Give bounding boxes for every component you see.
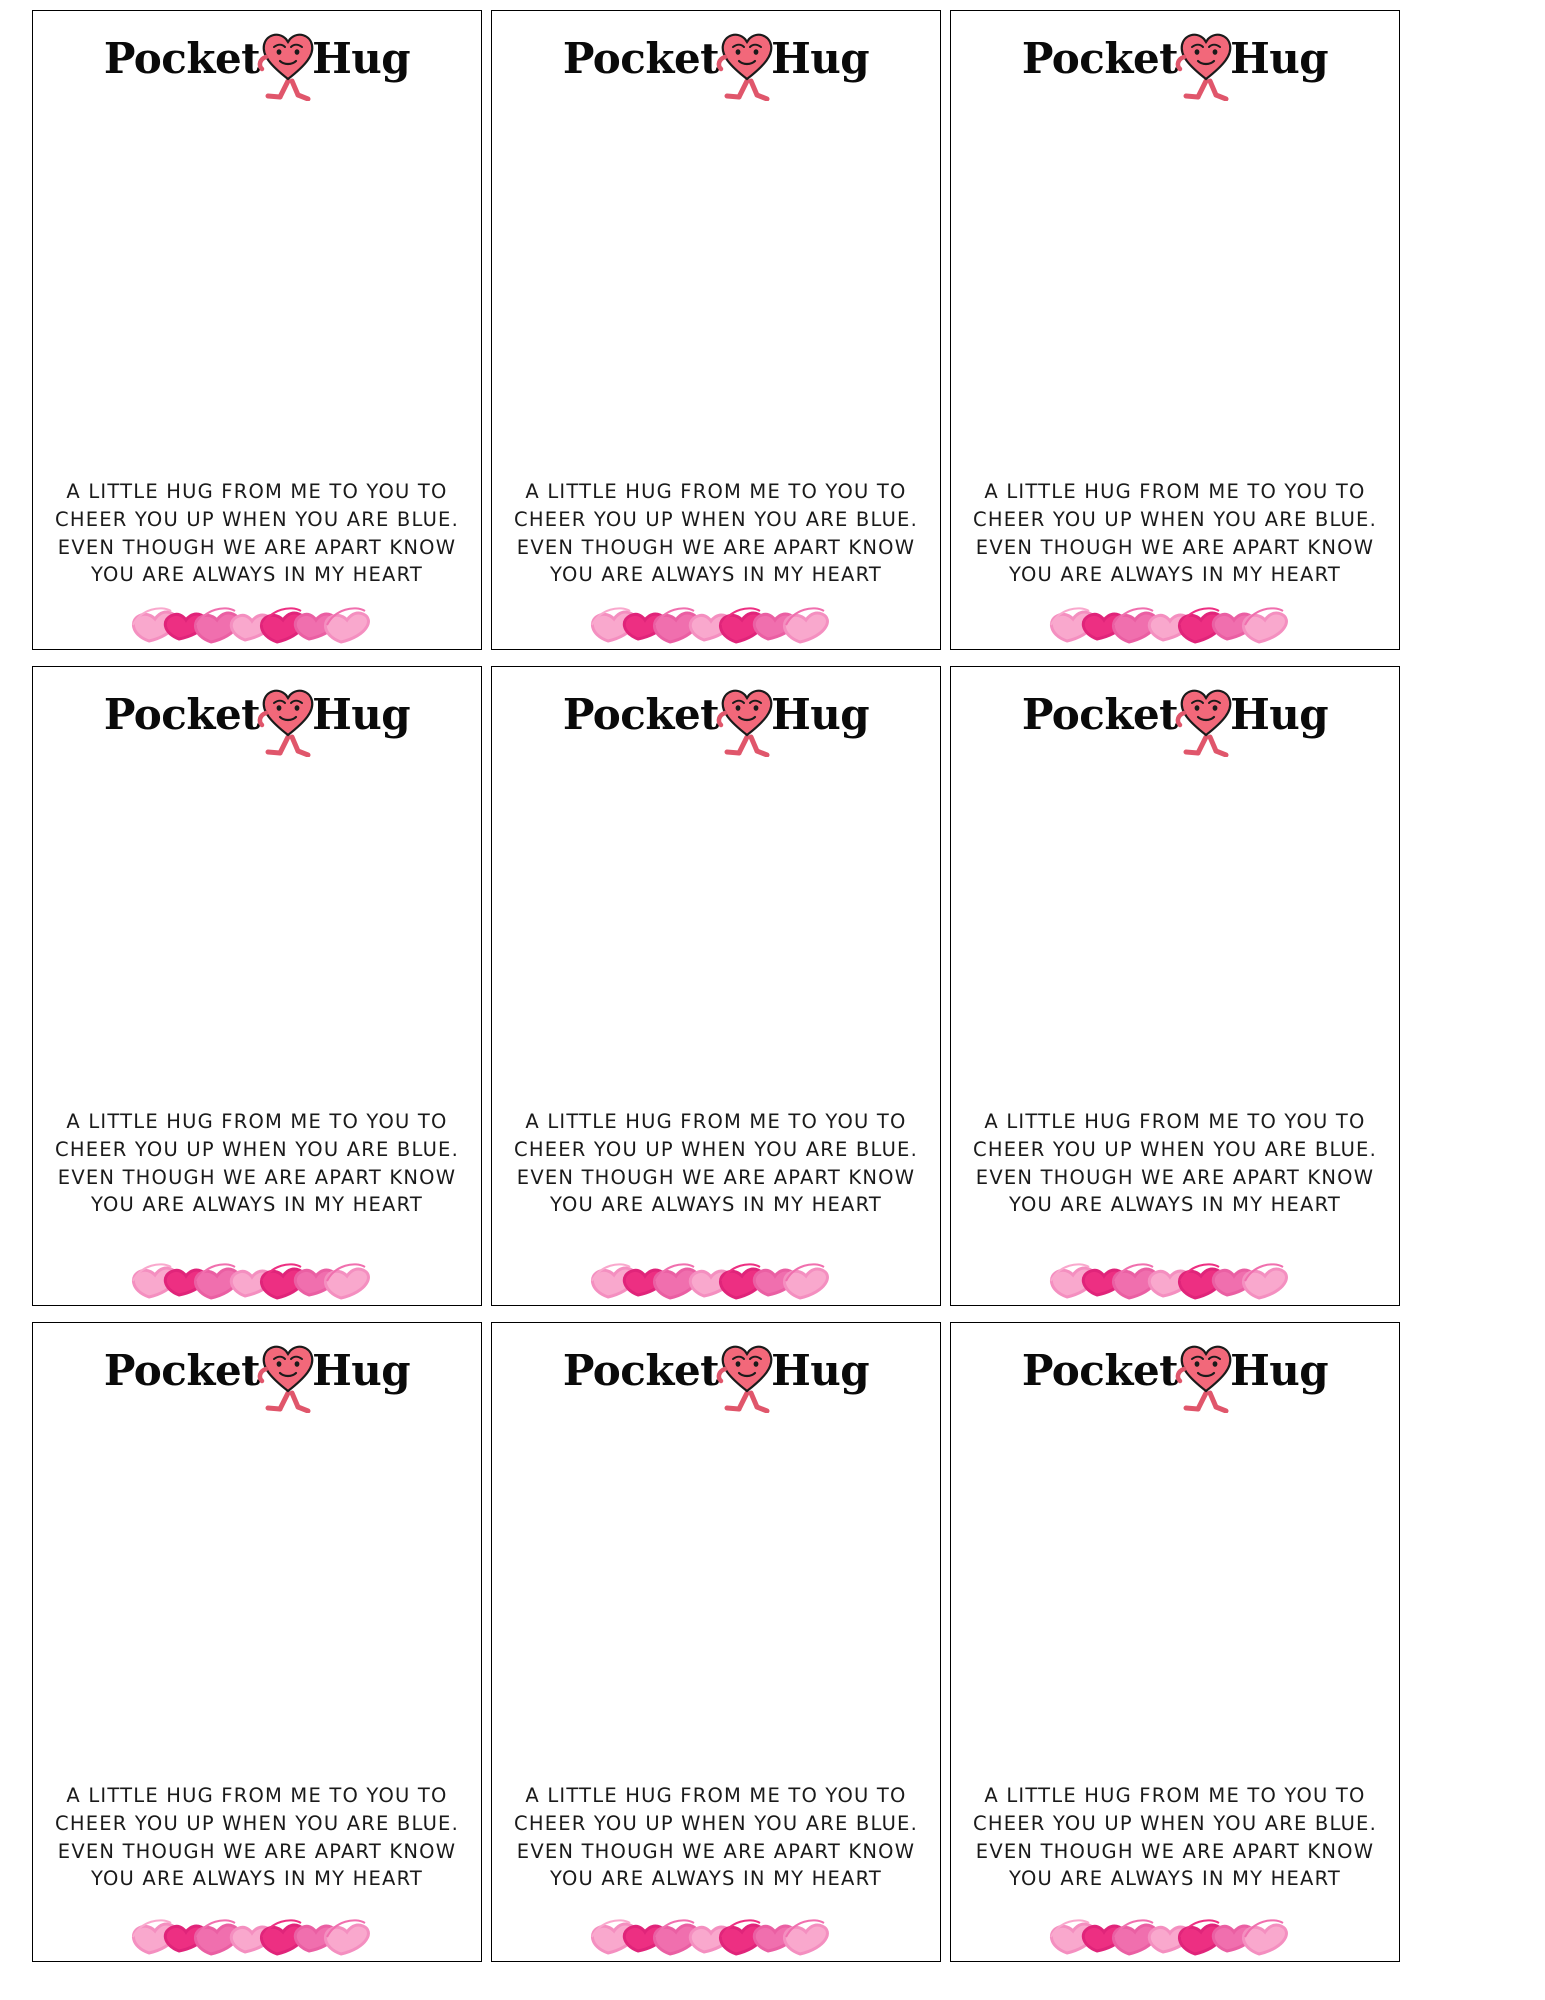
card-spacer: [492, 1413, 940, 1782]
pocket-hug-card: [950, 10, 1400, 650]
card-spacer: [951, 101, 1399, 478]
logo-text-hug: Hug: [312, 34, 411, 83]
logo-text-hug: Hug: [771, 34, 870, 83]
pocket-hug-card: [950, 1322, 1400, 1962]
card-logo: [951, 17, 1399, 101]
pocket-hug-card: [32, 1322, 482, 1962]
card-logo: [492, 1329, 940, 1413]
card-spacer: [951, 757, 1399, 1108]
walking-heart-icon: [709, 1329, 785, 1413]
card-logo: [33, 673, 481, 757]
pocket-hug-card: [950, 666, 1400, 1306]
logo-text-pocket: Pocket: [103, 690, 261, 739]
walking-heart-icon: [709, 17, 785, 101]
card-spacer: [951, 1413, 1399, 1782]
walking-heart-icon: [250, 1329, 326, 1413]
hearts-border-icon: [33, 1247, 481, 1305]
pocket-hug-card: [491, 666, 941, 1306]
card-message: A LITTLE HUG FROM ME TO YOU TO CHEER YOU UP WHEN YOU ARE BLUE. EVEN THOUGH WE ARE APART KNOW YOU ARE ALWAYS IN MY HEART: [55, 1784, 459, 1891]
hearts-border-icon: [951, 591, 1399, 649]
card-logo: [492, 673, 940, 757]
logo-text-pocket: Pocket: [1021, 1346, 1179, 1395]
card-message: A LITTLE HUG FROM ME TO YOU TO CHEER YOU UP WHEN YOU ARE BLUE. EVEN THOUGH WE ARE APART KNOW YOU ARE ALWAYS IN MY HEART: [55, 480, 459, 587]
card-logo: [492, 17, 940, 101]
hearts-border-icon: [492, 591, 940, 649]
logo-text-pocket: Pocket: [562, 34, 720, 83]
card-message: A LITTLE HUG FROM ME TO YOU TO CHEER YOU UP WHEN YOU ARE BLUE. EVEN THOUGH WE ARE APART KNOW YOU ARE ALWAYS IN MY HEART: [973, 1110, 1377, 1217]
logo-text-hug: Hug: [312, 1346, 411, 1395]
walking-heart-icon: [1168, 1329, 1244, 1413]
logo-text-hug: Hug: [771, 1346, 870, 1395]
card-spacer: [33, 1413, 481, 1782]
card-spacer: [492, 101, 940, 478]
hearts-border-icon: [492, 1247, 940, 1305]
hearts-border-icon: [33, 1903, 481, 1961]
logo-text-hug: Hug: [1230, 34, 1329, 83]
logo-text-pocket: Pocket: [1021, 34, 1179, 83]
logo-text-pocket: Pocket: [562, 690, 720, 739]
walking-heart-icon: [1168, 17, 1244, 101]
card-message: A LITTLE HUG FROM ME TO YOU TO CHEER YOU UP WHEN YOU ARE BLUE. EVEN THOUGH WE ARE APART KNOW YOU ARE ALWAYS IN MY HEART: [514, 1784, 918, 1891]
pocket-hug-card: [32, 666, 482, 1306]
pocket-hug-card: [491, 10, 941, 650]
pocket-hug-card: [491, 1322, 941, 1962]
logo-text-pocket: Pocket: [562, 1346, 720, 1395]
walking-heart-icon: [1168, 673, 1244, 757]
card-logo: [951, 1329, 1399, 1413]
card-logo: [33, 1329, 481, 1413]
hearts-border-icon: [492, 1903, 940, 1961]
card-logo: [33, 17, 481, 101]
pocket-hug-card: [32, 10, 482, 650]
hearts-border-icon: [33, 591, 481, 649]
card-message: A LITTLE HUG FROM ME TO YOU TO CHEER YOU UP WHEN YOU ARE BLUE. EVEN THOUGH WE ARE APART KNOW YOU ARE ALWAYS IN MY HEART: [55, 1110, 459, 1217]
card-message: A LITTLE HUG FROM ME TO YOU TO CHEER YOU UP WHEN YOU ARE BLUE. EVEN THOUGH WE ARE APART KNOW YOU ARE ALWAYS IN MY HEART: [973, 480, 1377, 587]
hearts-border-icon: [951, 1247, 1399, 1305]
logo-text-hug: Hug: [1230, 1346, 1329, 1395]
card-spacer: [33, 757, 481, 1108]
walking-heart-icon: [709, 673, 785, 757]
logo-text-pocket: Pocket: [103, 34, 261, 83]
logo-text-hug: Hug: [771, 690, 870, 739]
walking-heart-icon: [250, 673, 326, 757]
logo-text-hug: Hug: [312, 690, 411, 739]
card-spacer: [492, 757, 940, 1108]
card-grid: [32, 10, 1545, 1962]
card-message: A LITTLE HUG FROM ME TO YOU TO CHEER YOU UP WHEN YOU ARE BLUE. EVEN THOUGH WE ARE APART KNOW YOU ARE ALWAYS IN MY HEART: [514, 1110, 918, 1217]
hearts-border-icon: [951, 1903, 1399, 1961]
card-message: A LITTLE HUG FROM ME TO YOU TO CHEER YOU UP WHEN YOU ARE BLUE. EVEN THOUGH WE ARE APART KNOW YOU ARE ALWAYS IN MY HEART: [514, 480, 918, 587]
card-logo: [951, 673, 1399, 757]
logo-text-pocket: Pocket: [1021, 690, 1179, 739]
card-spacer: [33, 101, 481, 478]
walking-heart-icon: [250, 17, 326, 101]
logo-text-hug: Hug: [1230, 690, 1329, 739]
logo-text-pocket: Pocket: [103, 1346, 261, 1395]
card-message: A LITTLE HUG FROM ME TO YOU TO CHEER YOU UP WHEN YOU ARE BLUE. EVEN THOUGH WE ARE APART KNOW YOU ARE ALWAYS IN MY HEART: [973, 1784, 1377, 1891]
